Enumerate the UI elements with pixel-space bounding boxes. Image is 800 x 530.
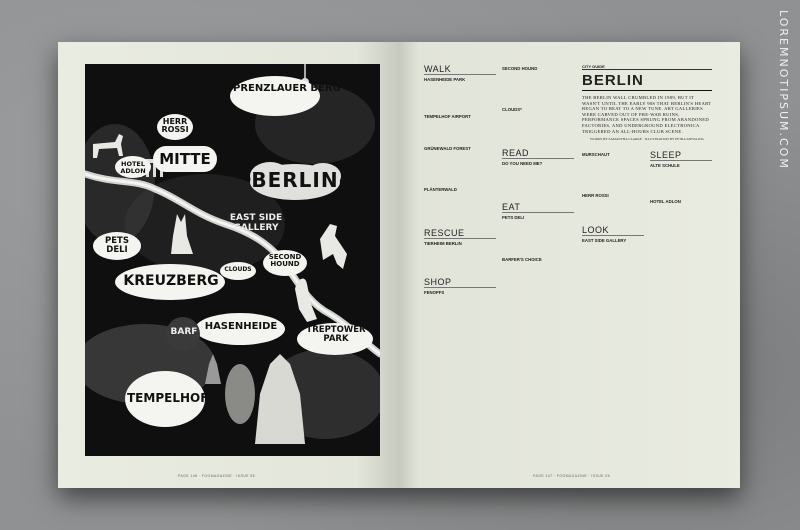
placeholder-text-block: [502, 72, 574, 104]
site-watermark: LOREMNOTIPSUM.COM: [777, 10, 790, 170]
column-walk: [424, 64, 496, 318]
map-label-kreuzberg: KREUZBERG: [123, 273, 219, 289]
right-page: [398, 42, 740, 488]
placeholder-text-block: [650, 169, 712, 197]
map-label-hotel-adlon: HOTEL ADLON: [115, 156, 151, 178]
map-label-treptower-park: TREPTOWER PARK: [306, 325, 366, 345]
read-heading: READ: [502, 148, 574, 159]
placeholder-text-block: [650, 205, 712, 228]
left-page: [58, 42, 398, 488]
right-page-folio: PAGE 147 · FOGMAGAZINE · ISSUE 05: [533, 474, 610, 478]
placeholder-text-block: [582, 158, 644, 190]
murschaut-heading: MURSCHAUT: [582, 151, 610, 157]
shop-heading: SHOP: [424, 277, 496, 288]
east-side-gallery-heading: EAST SIDE GALLERY: [582, 237, 627, 243]
map-label-clouds: CLOUDS: [220, 262, 256, 280]
open-magazine: [58, 42, 740, 488]
barfers-choice-heading: BARFER'S CHOICE: [502, 256, 542, 262]
walk-heading: WALK: [424, 64, 496, 75]
fenopfs-heading: FENOPFS: [424, 290, 445, 296]
eat-heading: EAT: [502, 202, 574, 213]
hasenheide-park-heading: HASENHEIDE PARK: [424, 77, 466, 82]
city-guide-tag: CITY GUIDE: [582, 64, 712, 70]
left-page-folio: PAGE 146 · FOGMAGAZINE · ISSUE 05: [178, 474, 255, 478]
placeholder-text-block: [502, 113, 574, 145]
pets-deli-heading: PETS DELI: [502, 215, 525, 221]
map-label-pets-deli: PETS DELI: [93, 232, 141, 260]
placeholder-text-block: [424, 296, 496, 314]
placeholder-text-block: [424, 247, 496, 275]
clouds-heading: CLOUDS*: [502, 107, 522, 113]
tempelhof-airport-heading: TEMPELHOF AIRPORT: [424, 113, 471, 119]
plantervald-heading: PLÄNTERWALD: [424, 186, 457, 192]
alte-schule-heading: ALTE SCHULE: [650, 162, 680, 168]
map-label-berlin: BERLIN: [251, 168, 339, 192]
byline-credit: WORDS BY SAMANTHA CLARKE · ILLUSTRATION BY PETRA KIESSLING: [589, 137, 705, 142]
do-you-need-me-heading: DO YOU NEED ME?: [502, 161, 543, 167]
sleep-heading: SLEEP: [650, 150, 712, 161]
column-feature: [582, 64, 712, 330]
herr-rossi-heading: HERR ROSSI: [582, 192, 609, 198]
placeholder-text-block: [502, 167, 574, 199]
placeholder-text-block: [424, 152, 496, 184]
map-label-barf: BARF: [170, 327, 198, 337]
map-label-tempelhof: TEMPELHOF: [127, 391, 209, 405]
rescue-heading: RESCUE: [424, 228, 496, 239]
map-label-prenzlauer-berg: PRENZLAUER BERG: [233, 83, 341, 94]
map-label-herr-rossi: HERR ROSSI: [157, 114, 193, 140]
placeholder-text-block: [502, 263, 574, 291]
map-label-mitte: MITTE: [153, 146, 217, 172]
feature-subcolumns: [582, 150, 712, 330]
placeholder-text-block: [424, 193, 496, 225]
page-title: BERLIN: [582, 72, 712, 91]
tierheim-berlin-heading: TIERHEIM BERLIN: [424, 240, 462, 246]
lead-paragraph: THE BERLIN WALL CRUMBLED IN 1989, BUT IT WASN'T UNTIL THE EARLY 90S THAT BERLIN'S HEART BEGAN TO BEAT TO A NEW TUNE. ART GALLERIES WERE CARVED OUT OF PRE-WAR RUINS, PERFORMANCE SPACES SPRUNG FROM ABANDONED FACTORIES, AND UNDERGROUND ELECTRONICA TRIGGERED AN ALL-HOURS CLUB SCENE.: [582, 95, 712, 134]
berlin-illustrated-map: [85, 64, 380, 456]
placeholder-text-block: [582, 199, 644, 222]
map-label-hasenheide: HASENHEIDE: [204, 321, 278, 332]
subcolumn-left: [582, 150, 644, 270]
look-heading: LOOK: [582, 225, 644, 236]
second-hound-heading: SECOND HOUND: [502, 66, 538, 71]
map-label-second-hound: SECOND HOUND: [263, 250, 307, 276]
placeholder-text-block: [424, 120, 496, 143]
placeholder-text-block: [502, 221, 574, 253]
placeholder-text-block: [424, 83, 496, 111]
column-read-eat: [502, 64, 574, 293]
hotel-adlon-heading: HOTEL ADLON: [650, 199, 681, 205]
grunewald-forest-heading: GRÜNEWALD FOREST: [424, 145, 471, 151]
placeholder-text-block: [582, 244, 644, 267]
map-label-east-side-gallery: EAST SIDE GALLERY: [229, 213, 283, 233]
subcolumn-right: [650, 150, 712, 232]
